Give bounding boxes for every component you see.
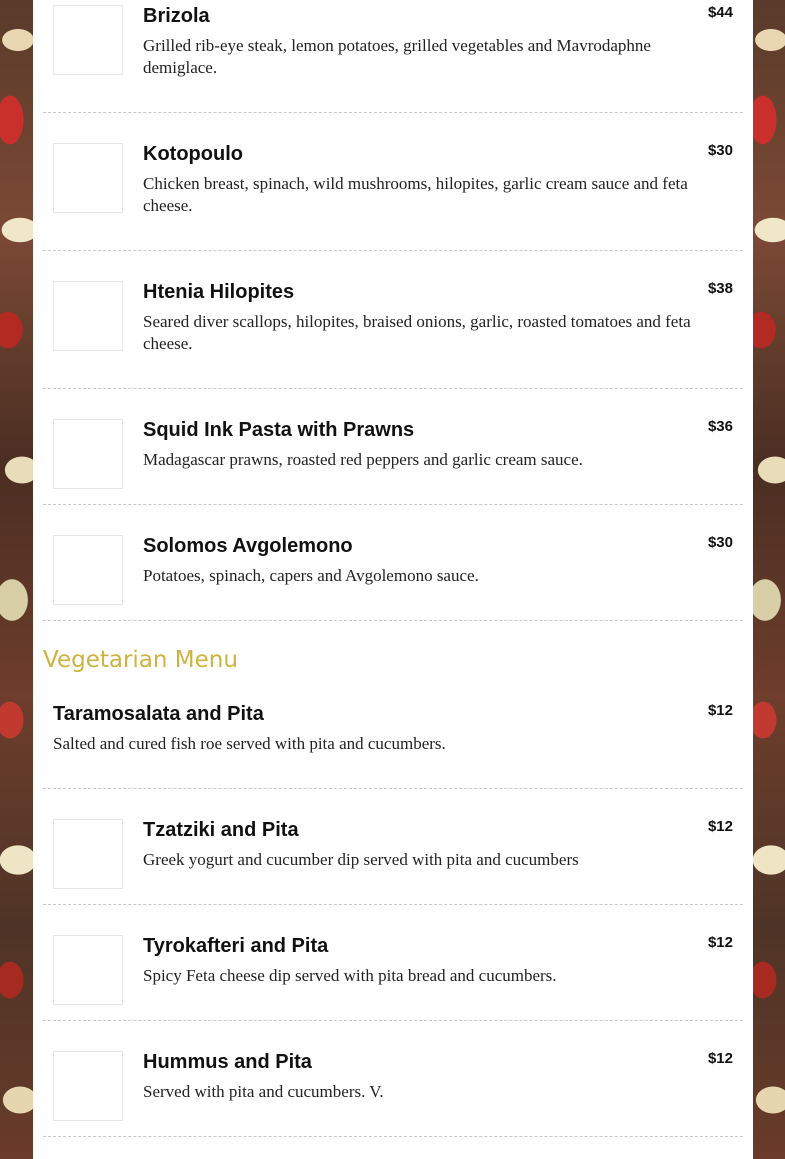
item-name: Htenia Hilopites <box>143 281 295 303</box>
item-name: Squid Ink Pasta with Prawns <box>143 419 415 441</box>
item-price: $12 <box>707 818 733 835</box>
item-description: Madagascar prawns, roasted red peppers and garlic cream sauce. <box>143 450 583 469</box>
item-name: Kotopoulo <box>143 143 243 165</box>
item-description: Chicken breast, spinach, wild mushrooms, hilopites, garlic cream sauce and feta cheese. <box>143 174 688 215</box>
menu-item-hummus[interactable] <box>43 1021 743 1137</box>
item-name: Taramosalata and Pita <box>53 703 264 725</box>
item-image[interactable] <box>53 5 123 75</box>
background-food-photo-right <box>753 0 785 1159</box>
menu-item-kotopoulo[interactable] <box>43 113 743 251</box>
menu-item-taramosalata[interactable] <box>43 673 743 789</box>
item-name: Tzatziki and Pita <box>143 819 299 841</box>
menu-page <box>33 0 753 1159</box>
item-image[interactable] <box>53 535 123 605</box>
item-description: Greek yogurt and cucumber dip served with pita and cucumbers <box>143 850 579 869</box>
item-name: Hummus and Pita <box>143 1051 312 1073</box>
item-description: Served with pita and cucumbers. V. <box>143 1082 384 1101</box>
item-name: Solomos Avgolemono <box>143 535 353 557</box>
item-price: $30 <box>707 534 733 551</box>
item-name: Brizola <box>143 5 210 27</box>
item-image[interactable] <box>53 143 123 213</box>
item-description: Seared diver scallops, hilopites, braised onions, garlic, roasted tomatoes and feta cheese. <box>143 312 691 353</box>
item-image[interactable] <box>53 281 123 351</box>
menu-item-squid-ink-pasta[interactable] <box>43 389 743 505</box>
background-food-photo-left <box>0 0 33 1159</box>
item-image[interactable] <box>53 819 123 889</box>
item-description: Salted and cured fish roe served with pita and cucumbers. <box>53 734 446 753</box>
item-price: $12 <box>707 934 733 951</box>
item-price: $30 <box>707 142 733 159</box>
item-image[interactable] <box>53 935 123 1005</box>
item-price: $38 <box>707 280 733 297</box>
menu-item-tzatziki[interactable] <box>43 789 743 905</box>
menu-item-solomos-avgolemono[interactable] <box>43 505 743 621</box>
item-price: $44 <box>707 4 733 21</box>
item-price: $36 <box>707 418 733 435</box>
item-price: $12 <box>707 1050 733 1067</box>
menu-item-tyrokafteri[interactable] <box>43 905 743 1021</box>
item-image[interactable] <box>53 419 123 489</box>
menu-item-brizola[interactable] <box>43 0 743 113</box>
item-description: Potatoes, spinach, capers and Avgolemono sauce. <box>143 566 479 585</box>
item-description: Grilled rib-eye steak, lemon potatoes, grilled vegetables and Mavrodaphne demiglace. <box>143 36 651 77</box>
item-name: Tyrokafteri and Pita <box>143 935 329 957</box>
menu-item-htenia-hilopites[interactable] <box>43 251 743 389</box>
item-description: Spicy Feta cheese dip served with pita bread and cucumbers. <box>143 966 557 985</box>
section-title-vegetarian: Vegetarian Menu <box>43 647 238 673</box>
item-image[interactable] <box>53 1051 123 1121</box>
item-price: $12 <box>707 702 733 719</box>
